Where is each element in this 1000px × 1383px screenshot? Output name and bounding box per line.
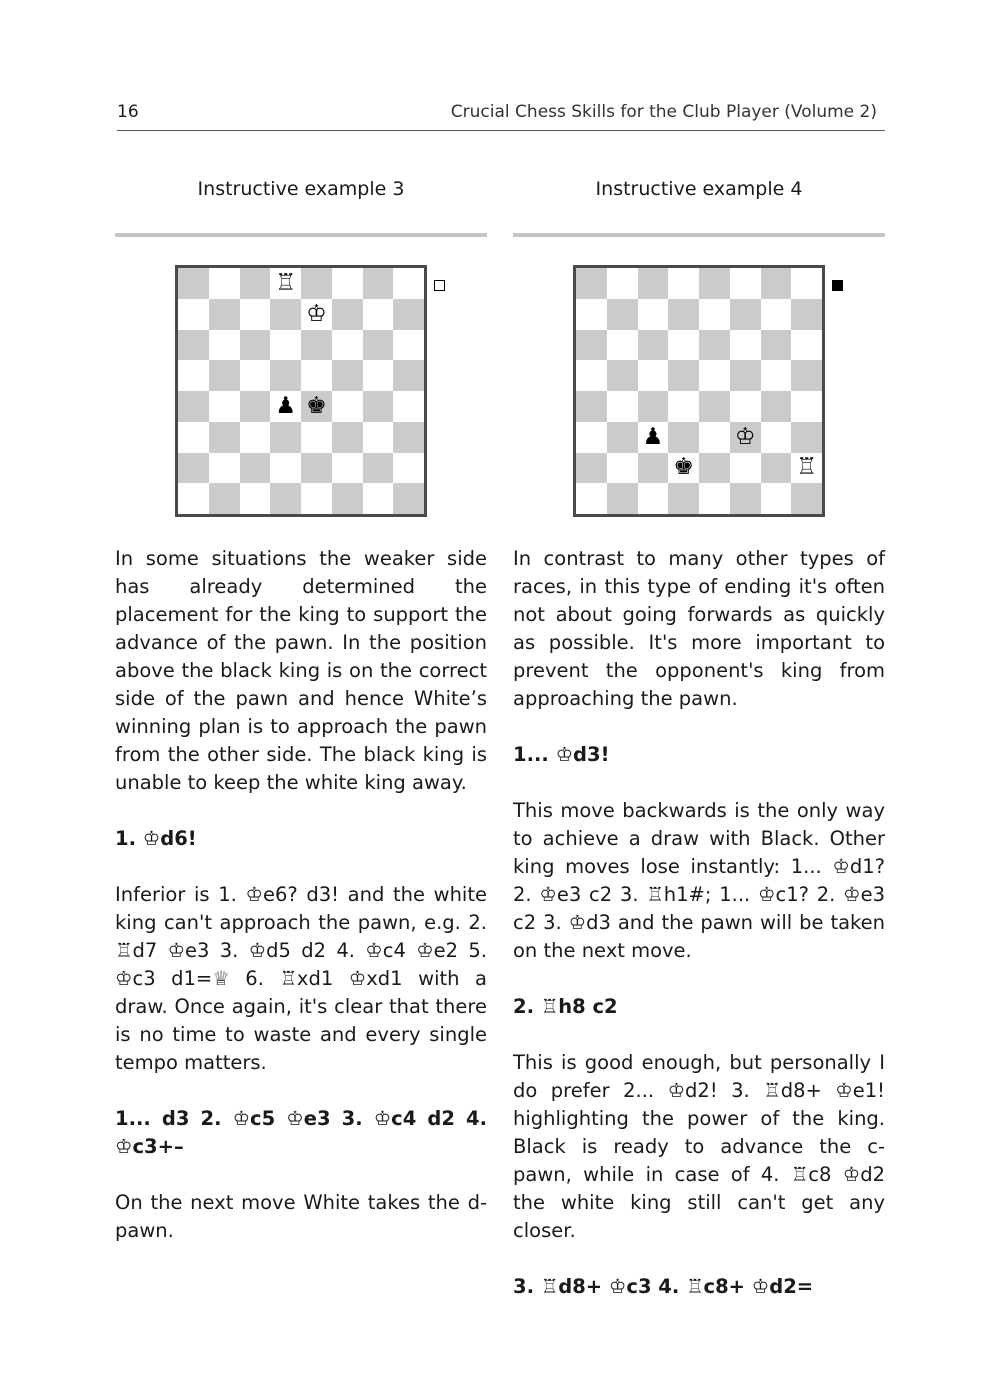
square-f7 [332,299,363,330]
square-a8 [178,268,209,299]
square-h3 [393,422,424,453]
square-g2 [363,453,394,484]
square-c3 [638,422,669,453]
square-b4 [209,391,240,422]
square-a6 [178,330,209,361]
square-a1 [576,483,607,514]
example-3-column [115,170,487,1245]
square-a4 [178,391,209,422]
square-c8 [240,268,271,299]
square-c4 [638,391,669,422]
page-header [117,100,885,131]
square-d2 [668,453,699,484]
square-e4 [301,391,332,422]
square-g7 [363,299,394,330]
square-f5 [730,360,761,391]
square-f6 [332,330,363,361]
square-g8 [761,268,792,299]
move-notation: 3. ♖d8+ ♔c3 4. ♖c8+ ♔d2= [513,1275,814,1298]
square-d1 [270,483,301,514]
square-d3 [270,422,301,453]
square-f1 [332,483,363,514]
square-f2 [332,453,363,484]
square-b3 [209,422,240,453]
square-e2 [699,453,730,484]
square-f7 [730,299,761,330]
square-c7 [240,299,271,330]
square-e6 [699,330,730,361]
square-a1 [178,483,209,514]
square-d5 [270,360,301,391]
square-g8 [363,268,394,299]
square-g7 [761,299,792,330]
paragraph: This is good enough, but personally I do prefer 2... ♔d2! 3. ♖d8+ ♔e1! highlighting the power of the king. Black is ready to advance the c-pawn, while in case of 4. ♖c8 ♔d2 the white king still can't get any closer. [513,1051,885,1242]
square-h2 [791,453,822,484]
example-title: Instructive example 3 [197,178,405,200]
square-f5 [332,360,363,391]
square-a2 [178,453,209,484]
square-f1 [730,483,761,514]
diagram-wrapper [513,265,885,517]
square-b5 [607,360,638,391]
move-notation: 1... ♔d3! [513,743,610,766]
white-king-piece: ♔ [734,423,756,450]
square-g6 [363,330,394,361]
title-divider [513,233,885,237]
square-b8 [209,268,240,299]
example-title: Instructive example 4 [595,178,803,200]
square-d6 [668,330,699,361]
square-h2 [393,453,424,484]
square-h6 [791,330,822,361]
square-g2 [761,453,792,484]
square-c6 [240,330,271,361]
square-f3 [730,422,761,453]
square-h7 [791,299,822,330]
square-d7 [668,299,699,330]
square-f6 [730,330,761,361]
square-d6 [270,330,301,361]
square-h1 [791,483,822,514]
move-notation: 1. ♔d6! [115,827,197,850]
square-f4 [730,391,761,422]
square-b6 [209,330,240,361]
square-e7 [301,299,332,330]
square-b6 [607,330,638,361]
square-h6 [393,330,424,361]
square-e5 [301,360,332,391]
white-rook-piece: ♖ [275,269,296,296]
square-b7 [607,299,638,330]
paragraph: Inferior is 1. ♔e6? d3! and the white king can't approach the pawn, e.g. 2. ♖d7 ♔e3 3. ♔d5 d2 4. ♔c4 ♔e2 5. ♔c3 d1=♕ 6. ♖xd1 ♔xd1 with a draw. Once again, it's clear that there is no time to waste and every single tempo matters. [115,883,487,1074]
square-g5 [761,360,792,391]
square-c1 [240,483,271,514]
black-pawn-piece: ♟ [275,392,296,419]
square-c1 [638,483,669,514]
square-e4 [699,391,730,422]
square-a3 [576,422,607,453]
square-e1 [301,483,332,514]
square-a3 [178,422,209,453]
paragraph: This move backwards is the only way to achieve a draw with Black. Other king moves lose instantly: 1... ♔d1? 2. ♔e3 c2 3. ♖h1#; 1... ♔c1? 2. ♔e3 c2 3. ♔d3 and the pawn will be taken on the next move. [513,799,885,962]
square-e5 [699,360,730,391]
square-c5 [240,360,271,391]
square-b3 [607,422,638,453]
square-f8 [332,268,363,299]
square-c7 [638,299,669,330]
square-h5 [393,360,424,391]
square-g3 [363,422,394,453]
square-d7 [270,299,301,330]
square-e8 [301,268,332,299]
page-number: 16 [117,102,139,122]
black-king-piece: ♚ [306,392,327,419]
square-g1 [761,483,792,514]
square-f2 [730,453,761,484]
square-c2 [240,453,271,484]
square-d8 [270,268,301,299]
square-a7 [178,299,209,330]
square-e3 [301,422,332,453]
square-d4 [668,391,699,422]
square-a4 [576,391,607,422]
square-a8 [576,268,607,299]
square-g4 [761,391,792,422]
paragraph: In some situations the weaker side has already determined the placement for the king to support the advance of the pawn. In the position above the black king is on the correct side of the pawn and hence White’s winning plan is to approach the pawn from the other side. The black king is unable to keep the white king away. [115,547,487,794]
square-e7 [699,299,730,330]
square-g3 [761,422,792,453]
square-b7 [209,299,240,330]
square-f8 [730,268,761,299]
example-4-column [513,170,885,1301]
square-d3 [668,422,699,453]
square-b2 [209,453,240,484]
square-d8 [668,268,699,299]
square-c4 [240,391,271,422]
square-c6 [638,330,669,361]
paragraph: On the next move White takes the d-pawn. [115,1191,487,1242]
square-h8 [791,268,822,299]
square-c3 [240,422,271,453]
square-e3 [699,422,730,453]
square-b8 [607,268,638,299]
square-g6 [761,330,792,361]
square-a2 [576,453,607,484]
square-b2 [607,453,638,484]
square-h4 [393,391,424,422]
square-a7 [576,299,607,330]
square-f4 [332,391,363,422]
commentary-text [115,545,487,1245]
square-g5 [363,360,394,391]
square-h3 [791,422,822,453]
chess-board [573,265,825,517]
square-c2 [638,453,669,484]
move-notation: 2. ♖h8 c2 [513,995,618,1018]
square-e2 [301,453,332,484]
move-notation: 1... d3 2. ♔c5 ♔e3 3. ♔c4 d2 4. ♔c3+– [115,1107,487,1158]
square-g1 [363,483,394,514]
square-d4 [270,391,301,422]
square-e8 [699,268,730,299]
square-b5 [209,360,240,391]
white-rook-piece: ♖ [796,454,817,481]
square-h5 [791,360,822,391]
black-pawn-piece: ♟ [642,423,664,450]
black-king-piece: ♚ [673,454,694,481]
square-b1 [209,483,240,514]
square-a5 [576,360,607,391]
square-b4 [607,391,638,422]
square-h1 [393,483,424,514]
square-h8 [393,268,424,299]
square-f3 [332,422,363,453]
title-divider [115,233,487,237]
square-h4 [791,391,822,422]
square-a6 [576,330,607,361]
paragraph: In contrast to many other types of races, in this type of ending it's often not about going forwards as quickly as possible. It's more important to prevent the opponent's king from approaching the pawn. [513,547,885,710]
book-title: Crucial Chess Skills for the Club Player (Volume 2) [450,102,877,122]
white-to-move-indicator [434,280,445,291]
square-c8 [638,268,669,299]
square-d5 [668,360,699,391]
square-d2 [270,453,301,484]
square-g4 [363,391,394,422]
square-c5 [638,360,669,391]
square-e6 [301,330,332,361]
black-to-move-indicator [832,280,843,291]
square-d1 [668,483,699,514]
square-b1 [607,483,638,514]
commentary-text [513,545,885,1301]
square-a5 [178,360,209,391]
white-king-piece: ♔ [306,300,327,327]
square-h7 [393,299,424,330]
chess-board [175,265,427,517]
diagram-wrapper [115,265,487,517]
square-e1 [699,483,730,514]
